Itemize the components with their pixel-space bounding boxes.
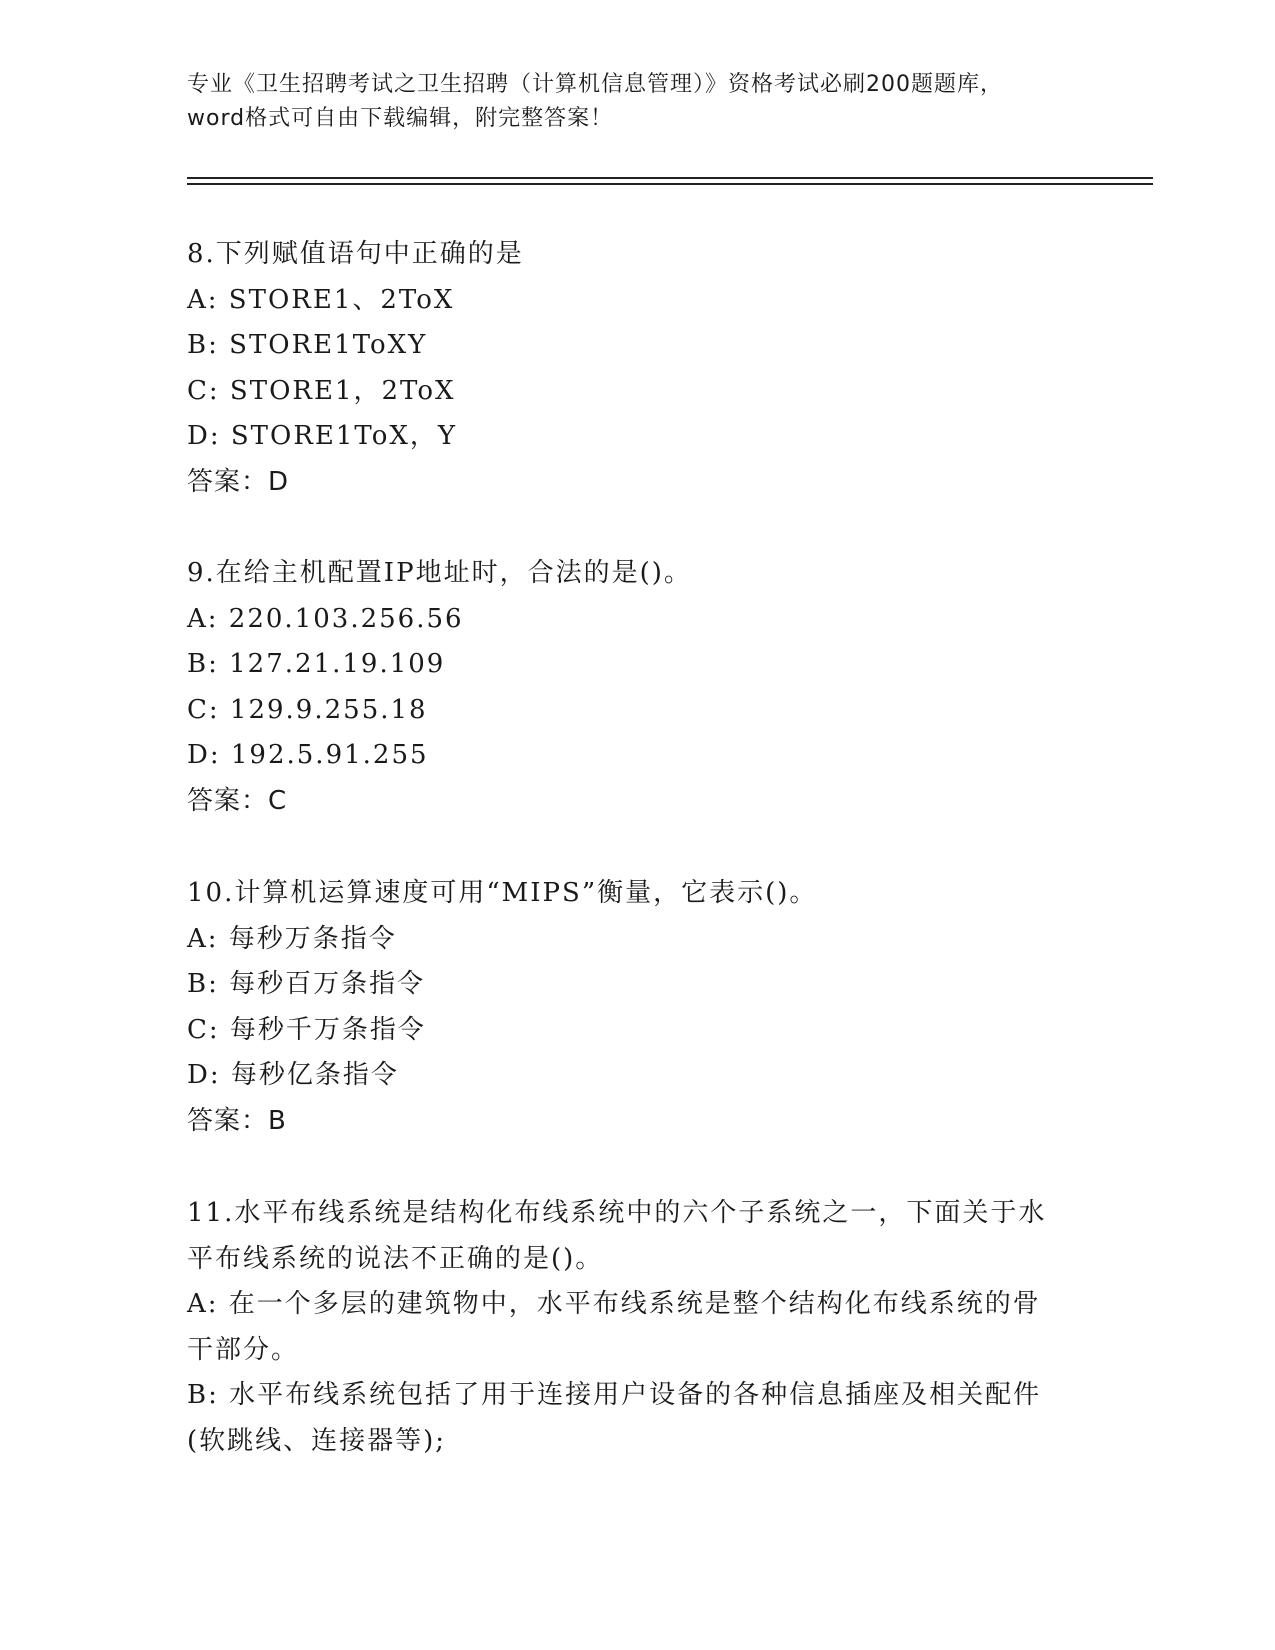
answer: 答案：B — [187, 1105, 287, 1136]
option-d: D: 每秒亿条指令 — [187, 1060, 399, 1090]
option-b: B: 水平布线系统包括了用于连接用户设备的各种信息插座及相关配件(软跳线、连接器等); — [187, 1380, 1042, 1456]
option-c: C: 每秒千万条指令 — [187, 1014, 426, 1045]
question-9 — [187, 551, 1087, 824]
document-header — [187, 68, 1087, 136]
question-stem: 9.在给主机配置IP地址时，合法的是()。 — [187, 558, 692, 588]
header-divider-bottom — [187, 183, 1153, 185]
answer: 答案：C — [187, 785, 288, 816]
question-10 — [187, 871, 1087, 1144]
header-line-1: 专业《卫生招聘考试之卫生招聘（计算机信息管理）》资格考试必刷200题题库， — [187, 72, 1003, 97]
header-line-2: word格式可自由下载编辑，附完整答案！ — [187, 106, 614, 131]
question-stem: 8.下列赋值语句中正确的是 — [187, 239, 524, 269]
question-11 — [187, 1191, 1087, 1464]
answer: 答案：D — [187, 466, 290, 497]
question-stem: 11.水平布线系统是结构化布线系统中的六个子系统之一，下面关于水平布线系统的说法不正确的是()。 — [187, 1198, 1047, 1274]
option-b: B: 127.21.19.109 — [187, 649, 446, 679]
header-divider-top — [187, 177, 1153, 179]
option-a: A: 每秒万条指令 — [187, 923, 397, 954]
option-a: A: STORE1、2ToX — [187, 284, 455, 315]
option-c: C: STORE1，2ToX — [187, 375, 456, 406]
option-b: B: STORE1ToXY — [187, 330, 428, 360]
option-d: D: 192.5.91.255 — [187, 740, 429, 770]
option-a: A: 220.103.256.56 — [187, 603, 464, 634]
option-a: A: 在一个多层的建筑物中，水平布线系统是整个结构化布线系统的骨干部分。 — [187, 1289, 1041, 1365]
option-d: D: STORE1ToX，Y — [187, 421, 458, 451]
option-b: B: 每秒百万条指令 — [187, 969, 426, 999]
question-8 — [187, 232, 1087, 505]
option-c: C: 129.9.255.18 — [187, 694, 428, 725]
question-stem: 10.计算机运算速度可用“MIPS”衡量，它表示()。 — [187, 878, 818, 908]
